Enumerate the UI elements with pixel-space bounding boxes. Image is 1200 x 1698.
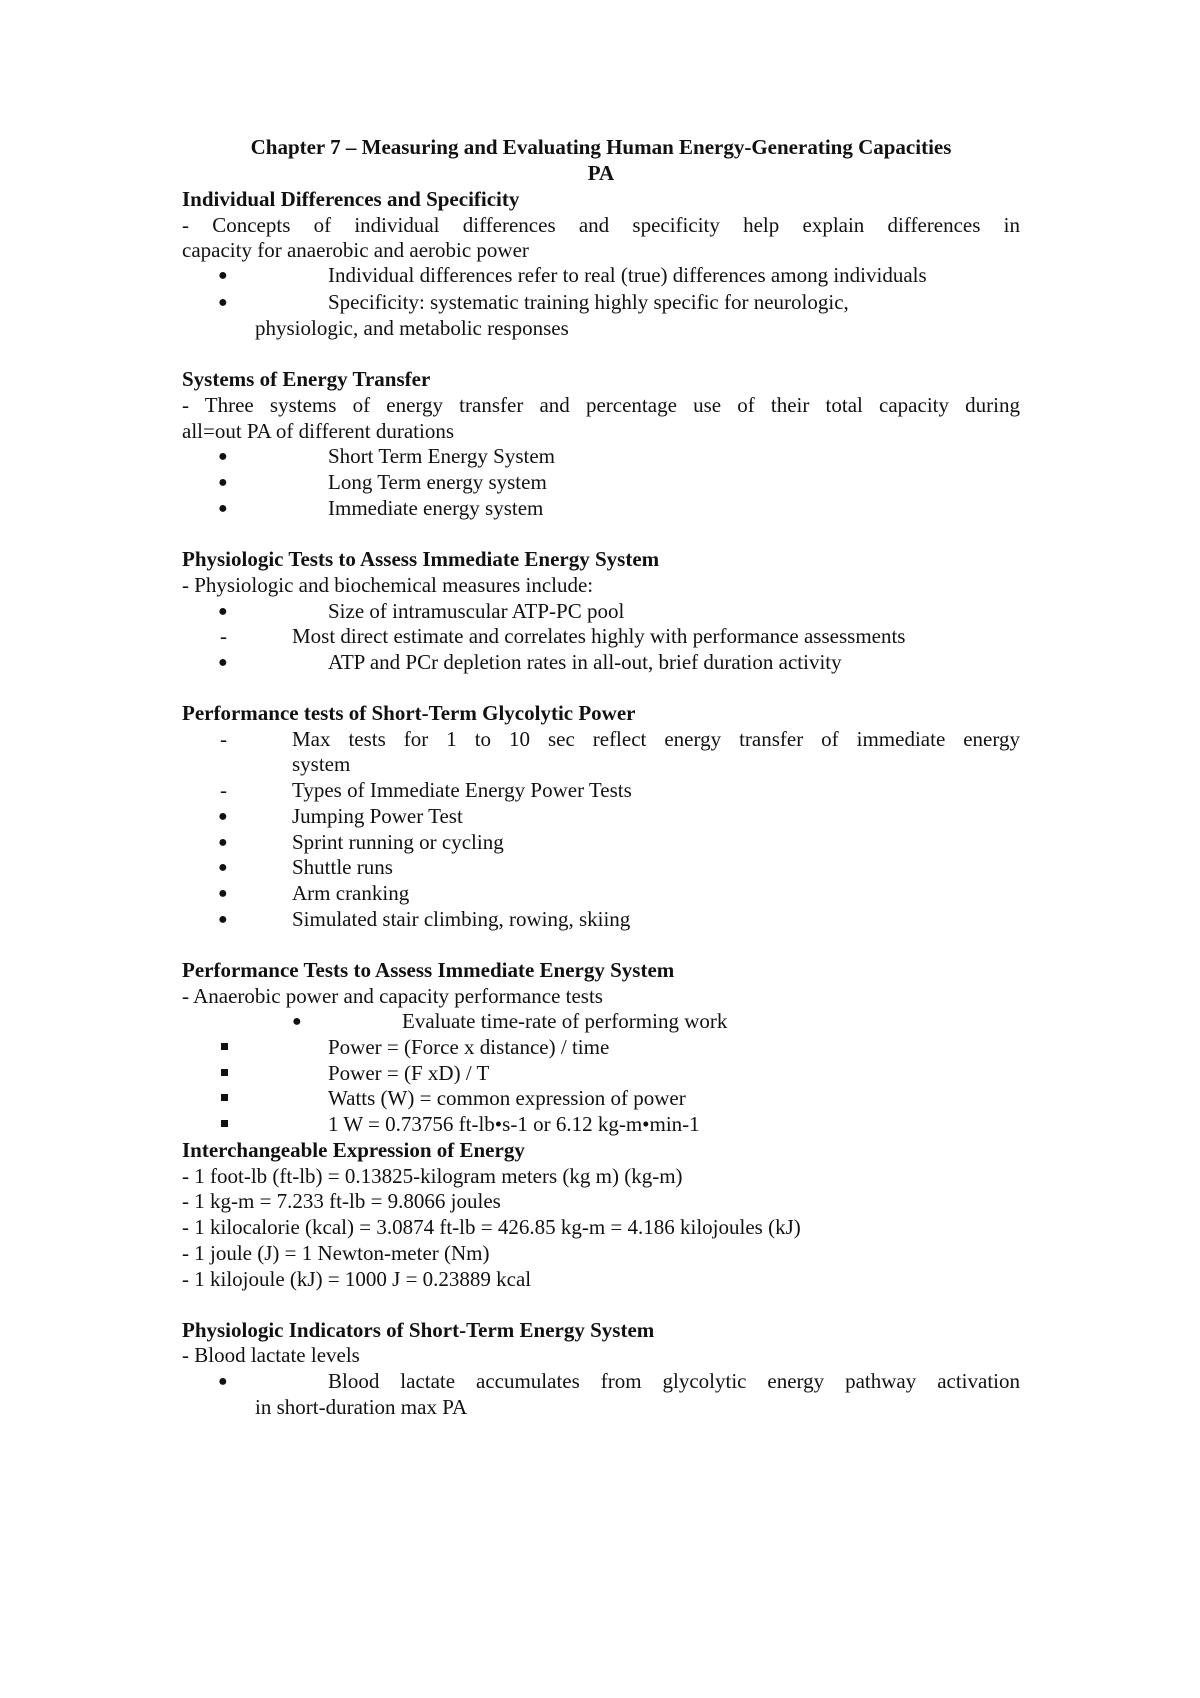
section-heading: Performance Tests to Assess Immediate Energy System xyxy=(182,958,675,982)
section-heading: Individual Differences and Specificity xyxy=(182,187,520,211)
paragraph-line: - Anaerobic power and capacity performance tests xyxy=(182,984,603,1008)
list-item: Max tests for 1 to 10 sec reflect energy transfer of immediate energy xyxy=(292,727,1020,751)
square-bullet-icon xyxy=(221,1069,228,1076)
dash-marker: - xyxy=(220,778,227,802)
list-item: Shuttle runs xyxy=(292,855,393,879)
bullet-icon: ● xyxy=(218,448,228,465)
list-item-continuation: physiologic, and metabolic responses xyxy=(255,316,569,340)
bullet-icon: ● xyxy=(218,654,228,671)
list-item: Most direct estimate and correlates highly with performance assessments xyxy=(292,624,906,648)
paragraph-line: - 1 kilojoule (kJ) = 1000 J = 0.23889 kcal xyxy=(182,1267,532,1291)
dash-marker: - xyxy=(220,727,227,751)
paragraph-line: - 1 joule (J) = 1 Newton-meter (Nm) xyxy=(182,1241,490,1265)
list-item: ATP and PCr depletion rates in all-out, brief duration activity xyxy=(328,650,842,674)
list-item: Short Term Energy System xyxy=(328,444,555,468)
paragraph-line: - 1 foot-lb (ft-lb) = 0.13825-kilogram meters (kg m) (kg-m) xyxy=(182,1164,683,1188)
list-item-continuation: in short-duration max PA xyxy=(255,1395,468,1419)
list-item-continuation: system xyxy=(292,752,351,776)
list-item: Arm cranking xyxy=(292,881,410,905)
list-item: Individual differences refer to real (true) differences among individuals xyxy=(328,263,927,287)
list-item: Power = (F xD) / T xyxy=(328,1061,490,1085)
document-title: Chapter 7 – Measuring and Evaluating Human Energy-Generating Capacities xyxy=(250,135,952,159)
bullet-icon: ● xyxy=(218,294,228,311)
bullet-icon: ● xyxy=(218,885,228,902)
bullet-icon: ● xyxy=(218,808,228,825)
section-heading: Performance tests of Short-Term Glycolytic Power xyxy=(182,701,636,725)
list-item: Jumping Power Test xyxy=(292,804,463,828)
square-bullet-icon xyxy=(221,1043,228,1050)
list-item: Size of intramuscular ATP-PC pool xyxy=(328,599,625,623)
list-item: 1 W = 0.73756 ft-lb•s-1 or 6.12 kg-m•min-1 xyxy=(328,1112,700,1136)
bullet-icon: ● xyxy=(292,1013,302,1030)
square-bullet-icon xyxy=(221,1094,228,1101)
paragraph-line: capacity for anaerobic and aerobic power xyxy=(182,238,529,262)
list-item: Blood lactate accumulates from glycolytic energy pathway activation xyxy=(328,1369,1020,1393)
list-item: Types of Immediate Energy Power Tests xyxy=(292,778,632,802)
list-item: Evaluate time-rate of performing work xyxy=(402,1009,728,1033)
list-item: Immediate energy system xyxy=(328,496,544,520)
list-item: Power = (Force x distance) / time xyxy=(328,1035,610,1059)
paragraph-line: - Physiologic and biochemical measures include: xyxy=(182,573,594,597)
section-heading: Physiologic Tests to Assess Immediate Energy System xyxy=(182,547,660,571)
list-item: Watts (W) = common expression of power xyxy=(328,1086,686,1110)
list-item: Simulated stair climbing, rowing, skiing xyxy=(292,907,631,931)
bullet-icon: ● xyxy=(218,474,228,491)
paragraph-line: - Concepts of individual differences and specificity help explain differences in xyxy=(182,213,1020,237)
square-bullet-icon xyxy=(221,1120,228,1127)
bullet-icon: ● xyxy=(218,1373,228,1390)
list-item: Long Term energy system xyxy=(328,470,547,494)
bullet-icon: ● xyxy=(218,267,228,284)
list-item: Specificity: systematic training highly specific for neurologic, xyxy=(328,290,849,314)
section-heading: Systems of Energy Transfer xyxy=(182,367,431,391)
bullet-icon: ● xyxy=(218,911,228,928)
paragraph-line: all=out PA of different durations xyxy=(182,419,454,443)
paragraph-line: - 1 kilocalorie (kcal) = 3.0874 ft-lb = 426.85 kg-m = 4.186 kilojoules (kJ) xyxy=(182,1215,801,1239)
bullet-icon: ● xyxy=(218,500,228,517)
paragraph-line: - Blood lactate levels xyxy=(182,1343,360,1367)
paragraph-line: - Three systems of energy transfer and percentage use of their total capacity during xyxy=(182,393,1020,417)
bullet-icon: ● xyxy=(218,603,228,620)
bullet-icon: ● xyxy=(218,859,228,876)
list-item: Sprint running or cycling xyxy=(292,830,504,854)
section-heading: Physiologic Indicators of Short-Term Energy System xyxy=(182,1318,655,1342)
bullet-icon: ● xyxy=(218,834,228,851)
document-title-line2: PA xyxy=(587,161,615,185)
dash-marker: - xyxy=(220,624,227,648)
section-heading: Interchangeable Expression of Energy xyxy=(182,1138,525,1162)
paragraph-line: - 1 kg-m = 7.233 ft-lb = 9.8066 joules xyxy=(182,1189,501,1213)
